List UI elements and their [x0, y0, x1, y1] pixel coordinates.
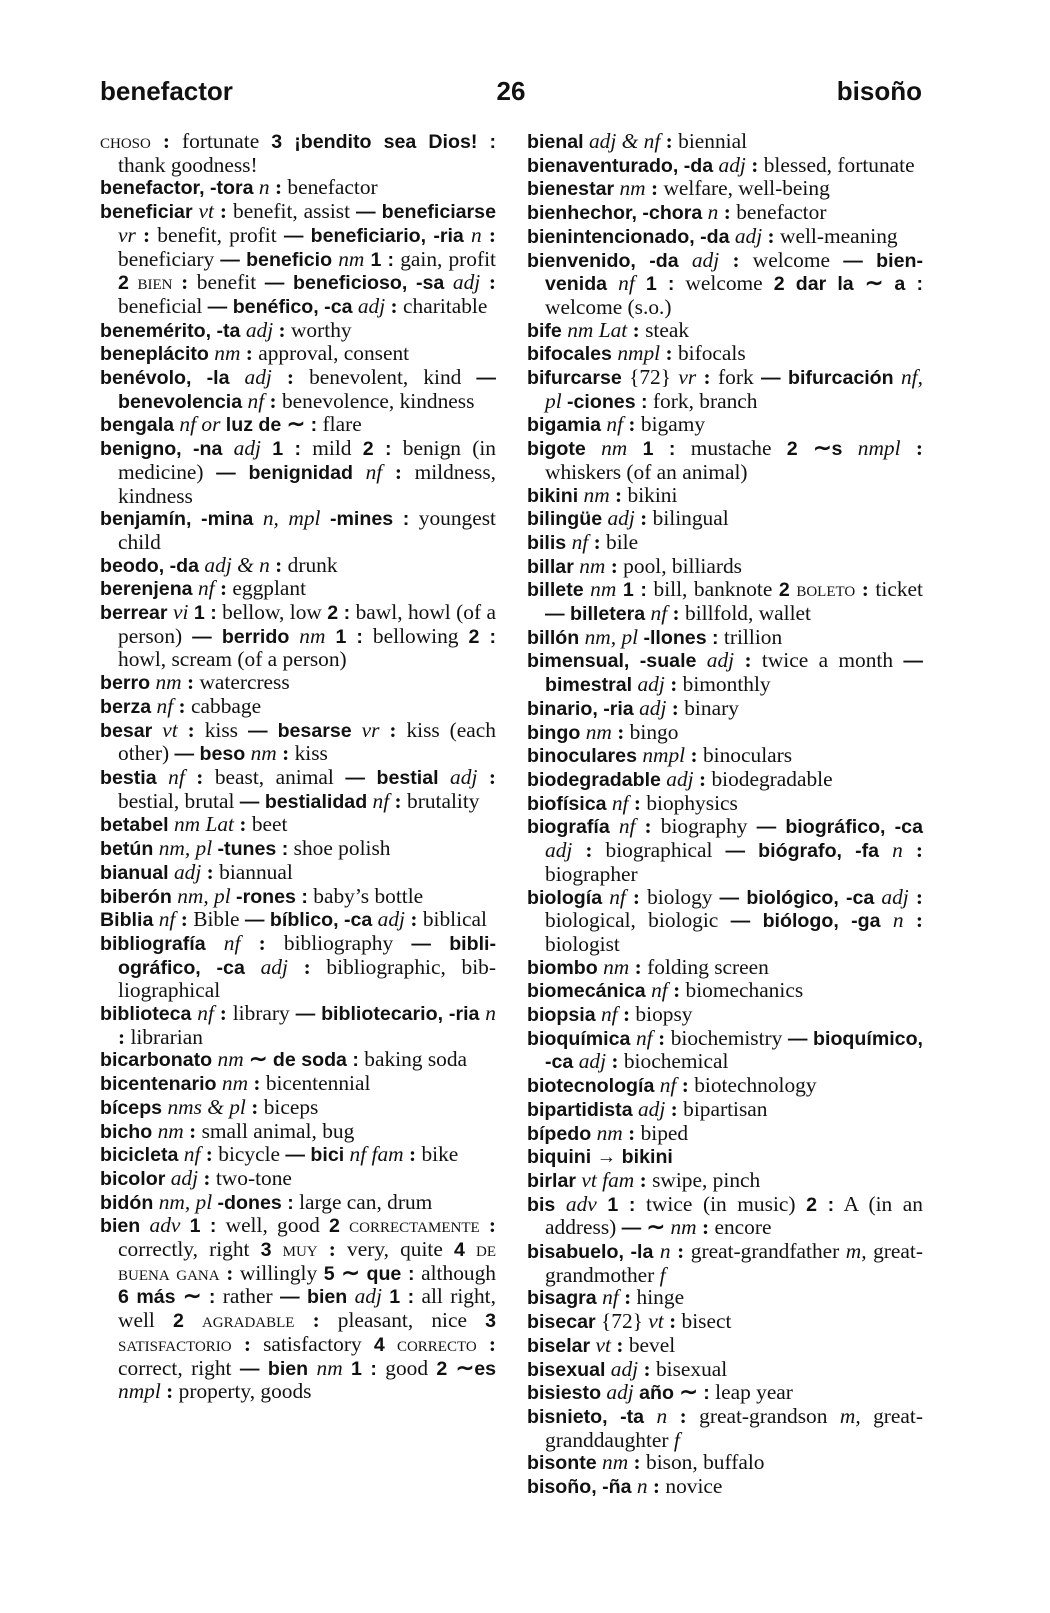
left-column — [100, 130, 496, 1403]
dictionary-entry: bisecar {72} vt : bisect — [527, 1309, 732, 1334]
dictionary-entry: bikini nm : bikini — [527, 482, 678, 507]
dictionary-entry: bianual adj : biannual — [100, 859, 293, 884]
dictionary-entry: bifocales nmpl : bifocals — [527, 341, 746, 366]
dictionary-entry: biblioteca nf : library — bibliotecario, -ria n : librarian — [100, 1001, 496, 1049]
dictionary-entry: biopsia nf : biopsy — [527, 1002, 693, 1027]
dictionary-entry: billar nm : pool, billiards — [527, 553, 743, 578]
dictionary-entry: benévolo, -la adj : benevolent, kind — benevolencia nf : benevolence, kindness — [100, 365, 496, 413]
dictionary-entry: biombo nm : folding screen — [527, 954, 769, 979]
dictionary-entry: bicentenario nm : bicentennial — [100, 1071, 371, 1096]
dictionary-entry: billete nm 1 : bill, banknote 2 boleto : ticket — billetera nf : billfold, wallet — [527, 577, 923, 626]
page-number: 26 — [496, 76, 526, 106]
header-guide-word-last: bisoño — [836, 76, 922, 106]
dictionary-entry: bengala nf or luz de ∼ : flare — [100, 411, 362, 437]
dictionary-entry: bípedo nm : biped — [527, 1120, 689, 1145]
dictionary-entry: bisexual adj : bisexual — [527, 1356, 728, 1381]
dictionary-entry: besar vt : kiss — besarse vr : kiss (each other) — beso nm : kiss — [100, 717, 496, 766]
dictionary-entry: betún nm, pl -tunes : shoe polish — [100, 836, 391, 861]
dictionary-entry: bestia nf : beast, animal — bestial adj : bestial, brutal — bestialidad nf : brutality — [100, 764, 496, 813]
dictionary-entry: bisoño, -ña n : novice — [527, 1474, 723, 1499]
dictionary-entry: bienintencionado, -da adj : well-meaning — [527, 223, 898, 248]
right-column — [527, 130, 923, 1499]
dictionary-entry: bien adv 1 : well, good 2 correctamente : correctly, right 3 muy : very, quite 4 de buena gana : willingly 5 ∼ que : although 6 más ∼ : rather — bien adj 1 : all right, well 2 agradable : pleasant, nice 3 satisfactorio : satisfactory 4 correcto : correct, right — bien nm 1 : good 2 ∼es nmpl : property, goods — [100, 1213, 496, 1404]
dictionary-entry: beodo, -da adj & n : drunk — [100, 552, 338, 577]
dictionary-entry: bisabuelo, -la n : great-grandfather m, great-grandmother f — [527, 1239, 923, 1287]
dictionary-entry: benjamín, -mina n, mpl -mines : youngest child — [100, 506, 497, 554]
dictionary-entry: bicicleta nf : bicycle — bici nf fam : bike — [100, 1142, 459, 1167]
dictionary-entry: biquini → bikini — [527, 1146, 673, 1169]
dictionary-entry: binoculares nmpl : binoculars — [527, 743, 793, 768]
dictionary-entry: bienaventurado, -da adj : blessed, fortunate — [527, 152, 915, 177]
dictionary-entry: bicarbonato nm ∼ de soda : baking soda — [100, 1046, 468, 1072]
dictionary-entry: berro nm : watercress — [100, 670, 290, 695]
dictionary-entry: biología nf : biology — biológico, -ca adj : biological, biologic — biólogo, -ga n : biologist — [527, 884, 923, 956]
dictionary-entry: biberón nm, pl -rones : baby’s bottle — [100, 883, 424, 908]
dictionary-entry: bilingüe adj : bilingual — [527, 506, 729, 531]
dictionary-entry: betabel nm Lat : beet — [100, 812, 288, 837]
dictionary-entry: bipartidista adj : bipartisan — [527, 1096, 768, 1121]
dictionary-entry: bimensual, -suale adj : twice a month — bimestral adj : bimonthly — [527, 648, 923, 697]
dictionary-entry: choso : fortunate 3 ¡bendito sea Dios! : thank goodness! — [100, 129, 497, 177]
dictionary-entry: bienestar nm : welfare, well-being — [527, 176, 830, 201]
dictionary-entry: binario, -ria adj : binary — [527, 695, 739, 720]
dictionary-entry: bidón nm, pl -dones : large can, drum — [100, 1189, 433, 1214]
dictionary-entry: beneplácito nm : approval, consent — [100, 341, 410, 366]
dictionary-entry: bíceps nms & pl : biceps — [100, 1094, 319, 1119]
dictionary-entry: benemérito, -ta adj : worthy — [100, 317, 352, 342]
header-guide-word-first: benefactor — [100, 76, 233, 106]
dictionary-entry: bienhechor, -chora n : benefactor — [527, 200, 827, 225]
dictionary-entry: birlar vt fam : swipe, pinch — [527, 1167, 761, 1192]
dictionary-entry: bilis nf : bile — [527, 529, 639, 554]
dictionary-entry: bisonte nm : bison, buffalo — [527, 1450, 765, 1475]
dictionary-entry: biografía nf : biography — biográfico, -ca adj : biographical — biógrafo, -fa n : biographer — [527, 814, 923, 886]
dictionary-entry: benigno, -na adj 1 : mild 2 : benign (in medicine) — benignidad nf : mildness, kindness — [100, 436, 496, 508]
dictionary-entry: bigamia nf : bigamy — [527, 412, 706, 437]
dictionary-entry: benefactor, -tora n : benefactor — [100, 175, 378, 200]
dictionary-entry: biotecnología nf : biotechnology — [527, 1073, 817, 1098]
dictionary-entry: bisnieto, -ta n : great-grandson m, great-granddaughter f — [527, 1403, 923, 1452]
dictionary-entry: bisagra nf : hinge — [527, 1285, 685, 1310]
dictionary-entry: bisiesto adj año ∼ : leap year — [527, 1379, 793, 1405]
dictionary-entry: biomecánica nf : biomechanics — [527, 978, 804, 1003]
dictionary-entry: beneficiar vt : benefit, assist — beneficiarse vr : benefit, profit — beneficiario, -ria n : beneficiary — beneficio nm 1 : gain, profit 2 bien : benefit — beneficioso, -sa adj : beneficial — benéfico, -ca adj : charitable — [100, 199, 496, 318]
page-header — [100, 76, 922, 116]
dictionary-entry: billón nm, pl -llones : trillion — [527, 624, 783, 649]
dictionary-entry: bife nm Lat : steak — [527, 317, 690, 342]
dictionary-entry: bifurcarse {72} vr : fork — bifurcación nf, pl -ciones : fork, branch — [527, 365, 923, 413]
dictionary-entry: bioquímica nf : biochemistry — bioquímico, -ca adj : biochemical — [527, 1025, 923, 1074]
dictionary-entry: berenjena nf : eggplant — [100, 576, 307, 601]
dictionary-entry: bibliografía nf : bibliography — bibliográfico, -ca adj : bibliographic, bibliographical — [100, 930, 497, 1003]
dictionary-entry: berrear vi 1 : bellow, low 2 : bawl, howl (of a person) — berrido nm 1 : bellowing 2 : howl, scream (of a person) — [100, 600, 496, 672]
dictionary-entry: bicho nm : small animal, bug — [100, 1118, 355, 1143]
dictionary-entry: bingo nm : bingo — [527, 719, 679, 744]
dictionary-entry: bigote nm 1 : mustache 2 ∼s nmpl : whiskers (of an animal) — [527, 435, 923, 484]
dictionary-entry: biofísica nf : biophysics — [527, 790, 738, 815]
dictionary-entry: biodegradable adj : biodegradable — [527, 766, 833, 791]
dictionary-entry: bis adv 1 : twice (in music) 2 : A (in an address) — ∼ nm : encore — [527, 1191, 923, 1240]
dictionary-entry: bicolor adj : two-tone — [100, 1165, 292, 1190]
dictionary-entry: Biblia nf : Bible — bíblico, -ca adj : biblical — [100, 907, 487, 932]
dictionary-entry: berza nf : cabbage — [100, 693, 262, 718]
dictionary-entry: biselar vt : bevel — [527, 1332, 676, 1357]
dictionary-entry: bienvenido, -da adj : welcome — bienvenida nf 1 : welcome 2 dar la ∼ a : welcome (s.o.) — [527, 247, 923, 319]
dictionary-entry: bienal adj & nf : biennial — [527, 129, 748, 153]
